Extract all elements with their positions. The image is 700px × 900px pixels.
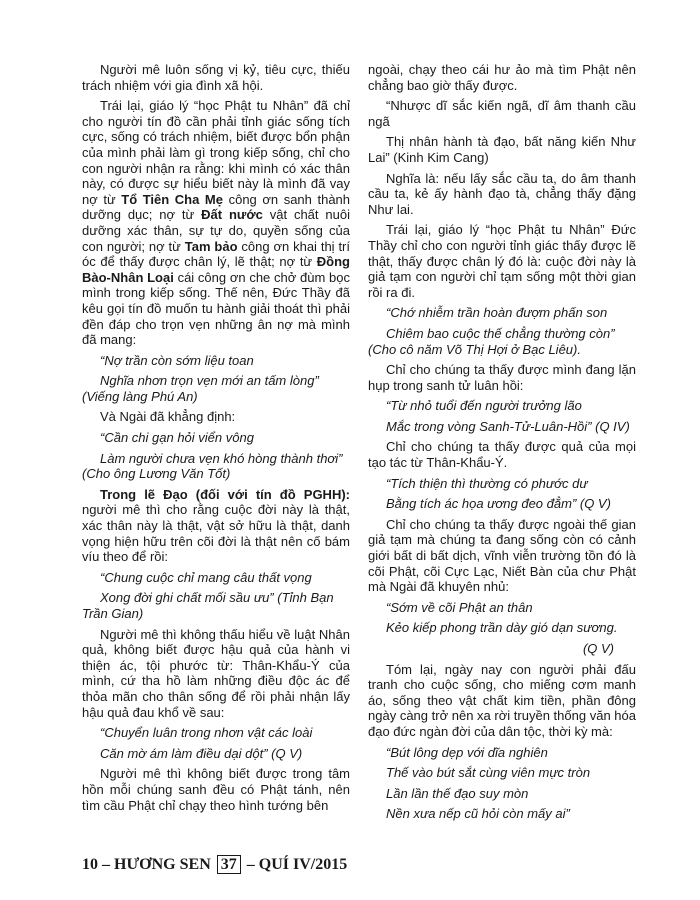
text-segment: Tóm lại, ngày nay con người phải đấu tranh cho cuộc sống, cho miếng cơm manh áo, sống theo vật chất kim tiền, phần đông ngày càng trở nên xa rời truyền thống văn hóa đạo đức ngàn đời của dân tộc, thời kỳ mà: <box>368 661 636 739</box>
text-segment: “Chung cuộc chỉ mang câu thất vọng <box>100 569 312 585</box>
footer-issue-date: – QUÍ IV/2015 <box>246 856 348 873</box>
text-segment: “Cần chi gạn hỏi viển vông <box>100 430 254 446</box>
text-segment: Chiêm bao cuộc thế chẳng thường còn” (Cho cô năm Võ Thị Hợi ở Bạc Liêu). <box>368 325 615 357</box>
text-segment: công ơn khai thị trí óc để thấy được chân lý, lẽ thật; nợ từ <box>82 238 350 270</box>
paragraph <box>368 98 636 129</box>
paragraph <box>368 439 636 470</box>
text-segment: Nghĩa nhơn trọn vẹn mới an tấm lòng” (Viếng làng Phú An) <box>82 373 319 404</box>
paragraph <box>368 62 636 93</box>
text-segment: “Nợ trần còn sớm liệu toan <box>100 352 254 368</box>
text-segment: “Tích thiện thì thường có phước dư <box>386 475 588 491</box>
verse-line <box>82 570 350 586</box>
text-segment: Người mê luôn sống vị kỷ, tiêu cực, thiếu trách nhiệm với gia đình xã hội. <box>82 62 350 93</box>
paragraph <box>82 487 350 565</box>
text-segment: “Bút lông dẹp với dĩa nghiên <box>386 744 548 760</box>
text-segment: Căn mờ ám làm điều dại dột” (Q V) <box>100 745 303 761</box>
text-segment: Thế vào bút sắt cùng viên mực tròn <box>386 765 591 781</box>
paragraph <box>82 62 350 93</box>
text-segment: Người mê thì không biết được trong tâm hồn mỗi chúng sanh đều có Phật tánh, nên tìm cầu Phật chỉ chạy theo hình tướng bên <box>82 766 350 813</box>
paragraph <box>82 409 350 425</box>
bold-phrase: Tổ Tiên Cha Mẹ <box>121 191 223 207</box>
verse-line <box>82 746 350 762</box>
paragraph <box>368 134 636 165</box>
text-segment: vật chất nuôi dưỡng xác thân, sự tự do, quyền sống của con người; nợ từ <box>82 207 350 254</box>
text-segment: Nền xưa nếp cũ hỏi còn mấy ai” <box>386 806 570 822</box>
paragraph <box>82 766 350 813</box>
text-segment: Chỉ cho chúng ta thấy được ngoài thế gian giả tạm mà chúng ta đang sống còn có cảnh giới bất di bất dịch, vĩnh viễn trường tồn đó là cõi Phật, cõi Cực Lạc, Niết Bàn của chư Phật mà Ngài đã khuyên nhủ: <box>368 516 636 595</box>
paragraph <box>368 362 636 393</box>
verse-line <box>368 806 636 822</box>
bold-phrase: Đồng Bào-Nhân Loại <box>82 254 350 285</box>
bold-phrase: Đất nước <box>201 207 263 223</box>
verse-line <box>82 353 350 369</box>
text-segment: Mắc trong vòng Sanh-Tử-Luân-Hồi” (Q IV) <box>386 418 630 434</box>
text-segment: “Từ nhỏ tuổi đến người trưởng lão <box>386 398 582 414</box>
text-segment: “Sớm về cõi Phật an thân <box>386 599 533 615</box>
text-segment: ngoài, chạy theo cái hư ảo mà tìm Phật nên chẳng bao giờ thấy được. <box>368 62 636 93</box>
verse-line <box>368 620 636 636</box>
text-segment: Trái lại, giáo lý “học Phật tu Nhân” đã chỉ cho người tín đồ cần phải tỉnh giác sống tích cực, sống có trách nhiệm, biết được bổn phận của mình phải làm gì trong kiếp sống, chỉ cho con người nhận ra rằng: khi mình có xác thân này, có được sự hiểu biết này là mình đã vay nợ từ <box>82 98 350 207</box>
text-segment: người mê thì cho rằng cuộc đời này là thật, xác thân này là thật, vật sở hữu là thật, danh vọng hiện hữu trên cõi đời là thật nên cố bám víu theo để rồi: <box>82 502 350 565</box>
text-segment: “Chuyển luân trong nhơn vật các loài <box>100 725 313 741</box>
paragraph <box>368 222 636 300</box>
verse-line <box>82 430 350 446</box>
verse-line <box>368 419 636 435</box>
bold-phrase: Tam bảo <box>184 238 238 254</box>
text-segment: công ơn sanh thành dưỡng dục; nợ từ <box>82 191 351 223</box>
verse-line <box>368 765 636 781</box>
text-segment: (Q V) <box>582 641 614 656</box>
text-segment: Xong đời ghi chất mối sầu ưu” (Tỉnh Bạn Trần Gian) <box>82 590 334 621</box>
text-segment: Làm người chưa vẹn khó hòng thành thơi” (Cho ông Lương Văn Tốt) <box>82 450 343 482</box>
left-column <box>82 62 350 818</box>
verse-line <box>82 725 350 741</box>
text-segment: Trái lại, giáo lý “học Phật tu Nhân” Đức Thầy chỉ cho con người tỉnh giác thấy được lẽ thật, thấy được chân lý đó là: cuộc đời này là giả tạm con người chỉ tạm sống một thời gian rồi ra đi. <box>368 222 636 300</box>
text-segment: Bằng tích ác họa ương đeo đẳm” (Q V) <box>386 496 611 512</box>
verse-line <box>82 590 350 621</box>
text-segment: Và Ngài đã khẳng định: <box>100 409 236 425</box>
text-segment: Kẻo kiếp phong trần dày gió dạn sương. <box>386 620 618 636</box>
verse-line <box>368 476 636 492</box>
text-segment: Chỉ cho chúng ta thấy được quả của mọi tạo tác từ Thân-Khẩu-Ý. <box>368 439 636 471</box>
verse-line <box>368 641 636 657</box>
paragraph <box>368 517 636 595</box>
footer-issue-number: 37 <box>217 855 241 874</box>
paragraph <box>368 662 636 740</box>
verse-line <box>368 305 636 321</box>
verse-line <box>368 745 636 761</box>
paragraph <box>368 171 636 218</box>
verse-line <box>368 496 636 512</box>
text-segment: Chỉ cho chúng ta thấy được mình đang lặn hụp trong sanh tử luân hồi: <box>368 362 636 393</box>
text-segment: Người mê thì không thấu hiểu về luật Nhân quả, không biết được hậu quả của hành vi thiện ác, tội phước từ: Thân-Khẩu-Ý của mình, cứ tha hồ làm những điều độc ác để thỏa mãn cho thân sống để rồi phải nhận lấy hậu quả đau khổ về sau: <box>82 626 350 720</box>
verse-line <box>368 326 636 357</box>
text-segment: Lần lần thế đạo suy mòn <box>386 785 529 801</box>
text-segment: Nghĩa là: nếu lấy sắc cầu ta, do âm thanh cầu ta, kẻ ấy hành đạo tà, chẳng thấy đặng Như lai. <box>368 170 636 217</box>
text-segment: Thị nhân hành tà đạo, bất năng kiến Như Lai” (Kinh Kim Cang) <box>368 134 636 165</box>
verse-line <box>368 600 636 616</box>
right-column <box>368 62 636 827</box>
paragraph <box>82 98 350 348</box>
page-footer <box>82 855 347 874</box>
text-segment: “Nhược dĩ sắc kiến ngã, dĩ âm thanh cầu ngã <box>368 98 636 129</box>
paragraph <box>82 627 350 721</box>
bold-phrase: Trong lẽ Đạo (đối với tín đồ PGHH): <box>100 486 350 502</box>
verse-line <box>368 786 636 802</box>
verse-line <box>368 398 636 414</box>
footer-page-title: 10 – HƯƠNG SEN <box>82 856 211 873</box>
verse-line <box>82 451 350 482</box>
verse-line <box>82 373 350 404</box>
text-segment: “Chớ nhiễm trần hoàn đượm phấn son <box>386 305 608 321</box>
text-segment: cái công ơn che chở đùm bọc mình trong kiếp sống. Thế nên, Đức Thầy đã kêu gọi tín đồ muốn tu hành giải thoát thì phải đền đáp cho trọn vẹn những ân nợ mà mình đã mang: <box>82 269 350 348</box>
